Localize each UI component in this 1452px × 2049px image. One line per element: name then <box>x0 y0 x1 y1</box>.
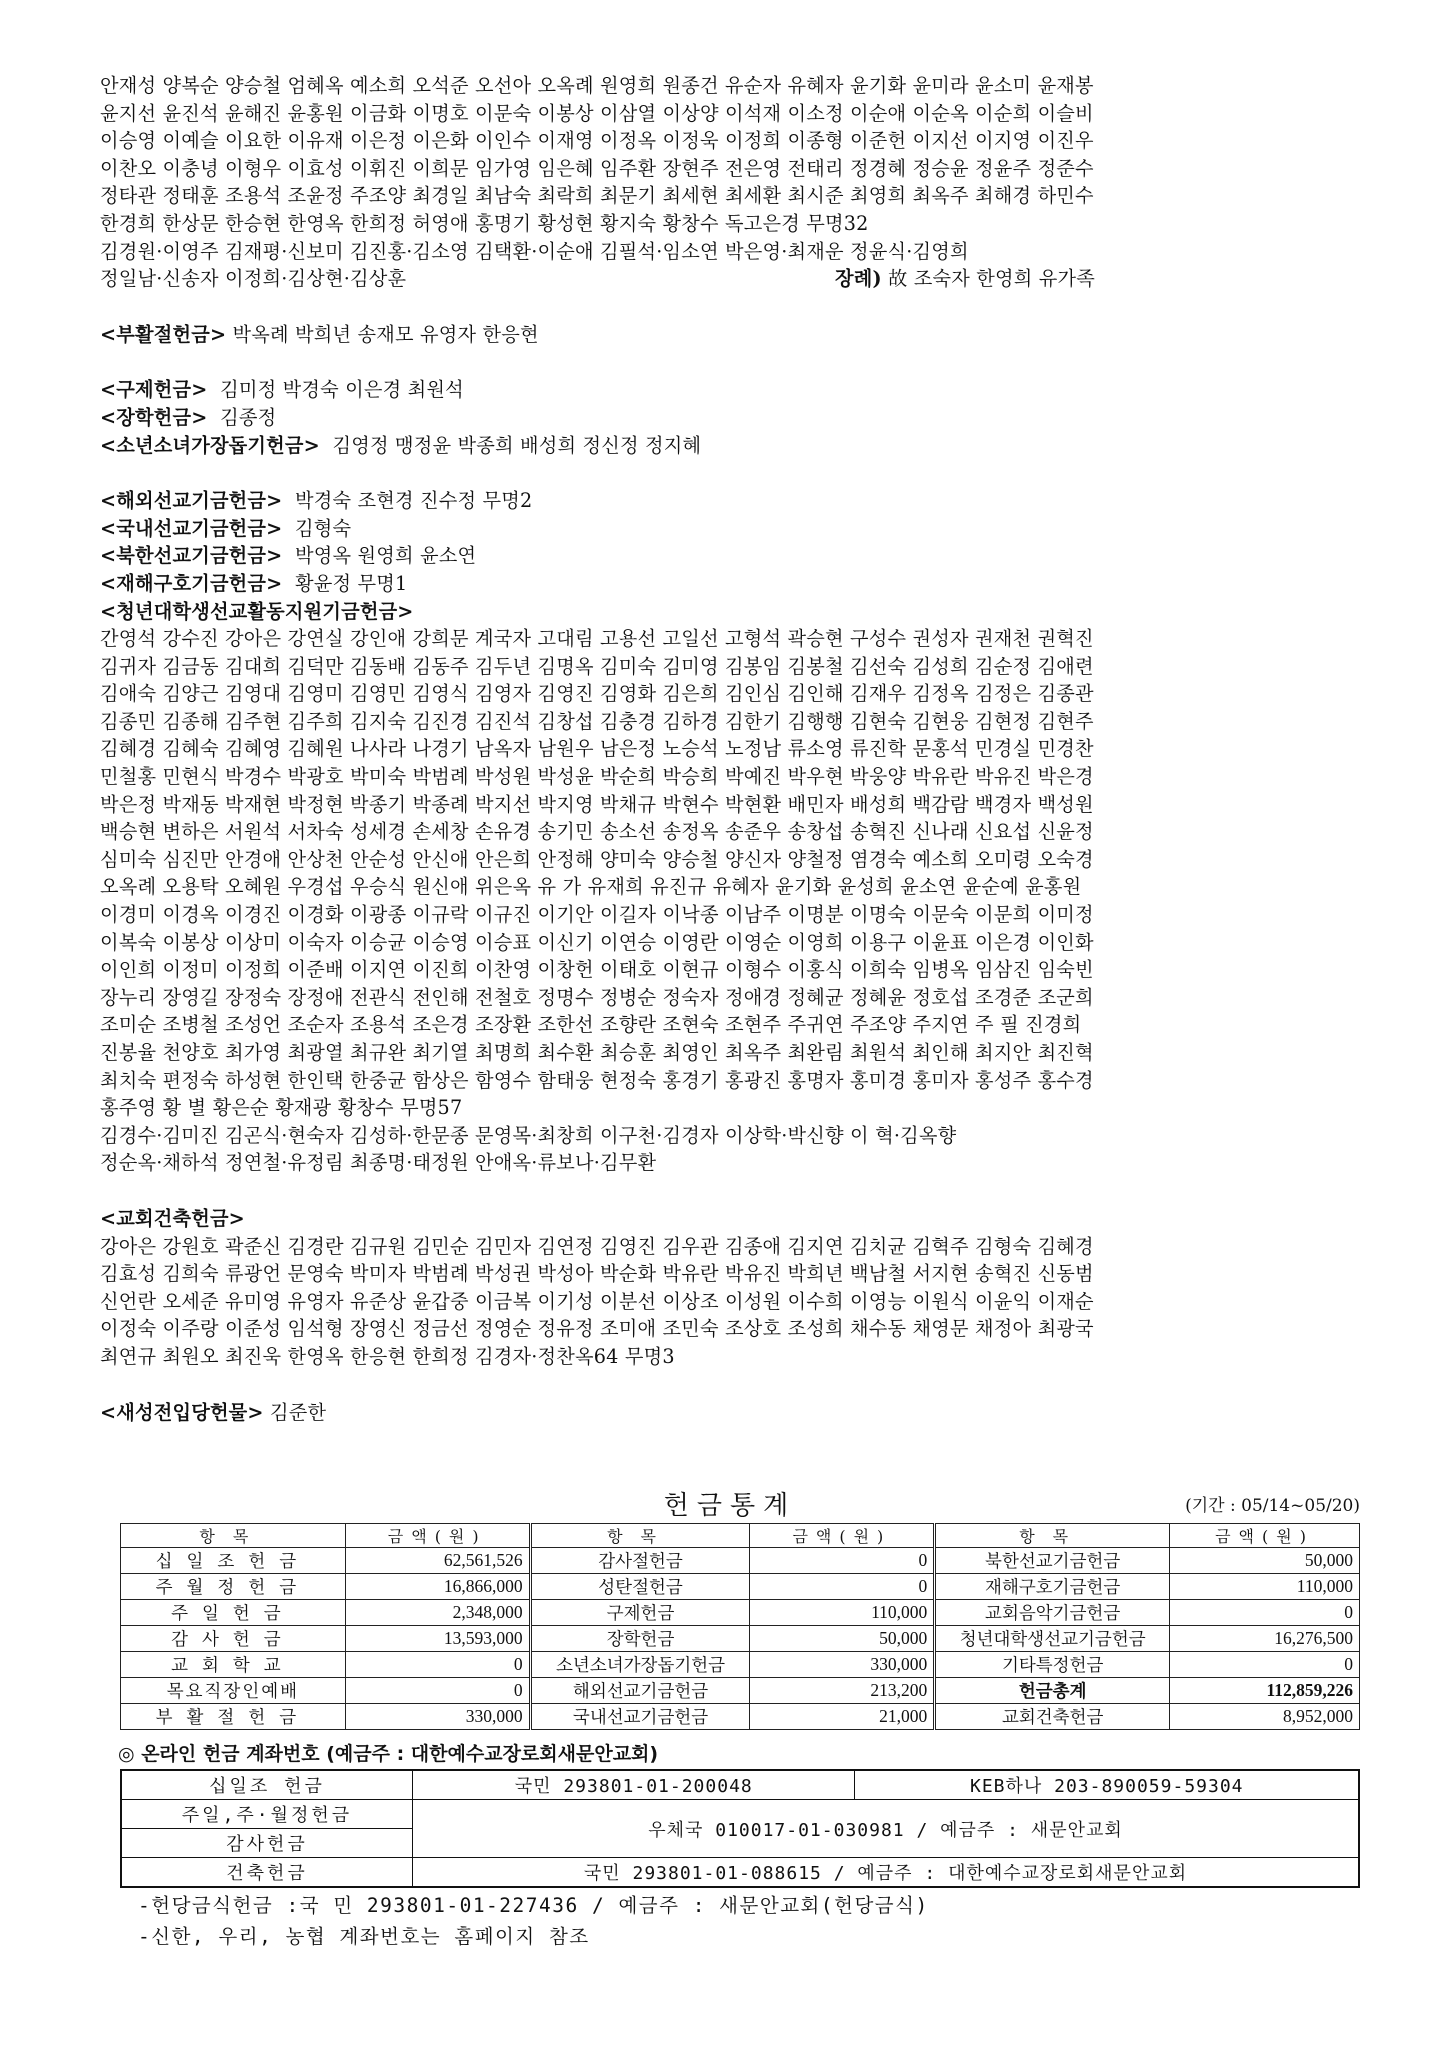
note-line: -헌당금식헌금 :국 민 293801-01-227436 / 예금주 : 새문안교회(헌당금식) <box>138 1894 929 1917</box>
account-number-building[interactable]: 국민 293801-01-088615 / 예금주 : 대한예수교장로회새문안교회 <box>413 1858 1360 1888</box>
donor-name-line: 최연규 최원오 최진욱 한영옥 한응현 한희정 김경자·정찬옥64 무명3 <box>100 1344 675 1368</box>
statistics-amount: 330,000 <box>750 1652 935 1678</box>
offering-section-heading: <장학헌금> <box>100 405 208 429</box>
offering-section-line <box>100 404 1360 432</box>
statistics-item-label: 해외선교기금헌금 <box>530 1678 750 1704</box>
header-amount: 금액(원) <box>1170 1524 1360 1548</box>
offering-section-line <box>100 432 1360 460</box>
statistics-amount: 0 <box>345 1652 530 1678</box>
account-label-thanks: 감사헌금 <box>121 1829 413 1858</box>
offering-section-line <box>100 570 1360 598</box>
donor-name-line: 이복숙 이봉상 이상미 이숙자 이승균 이승영 이승표 이신기 이연승 이영란 이영순 이영희 이용구 이윤표 이은경 이인화 <box>100 930 1094 954</box>
offering-section-donors: 김종정 <box>207 405 277 429</box>
offering-section-heading: <청년대학생선교활동지원기금헌금> <box>100 599 414 623</box>
donor-name-line: 김효성 김희숙 류광언 문영숙 박미자 박범례 박성권 박성아 박순화 박유란 박유진 박희년 백남철 서지현 송혁진 신동범 <box>100 1262 1094 1286</box>
header-amount: 금액(원) <box>345 1524 530 1548</box>
account-label-building: 건축헌금 <box>121 1858 413 1888</box>
donor-name-line: 김귀자 김금동 김대희 김덕만 김동배 김동주 김두년 김명옥 김미숙 김미영 김봉임 김봉철 김선숙 김성희 김순정 김애련 <box>100 654 1094 678</box>
account-notes <box>138 1890 929 1952</box>
offering-section-donors: 황윤정 무명1 <box>282 571 408 595</box>
statistics-title: 헌금통계 <box>663 1491 797 1521</box>
statistics-amount: 16,866,000 <box>345 1574 530 1600</box>
donor-name-line: 최치숙 편정숙 하성현 한인택 한중균 함상은 함영수 함태웅 현정숙 홍경기 홍광진 홍명자 홍미경 홍미자 홍성주 홍수경 <box>100 1068 1094 1092</box>
donor-name-line: 박은정 박재동 박재현 박정현 박종기 박종례 박지선 박지영 박채규 박현수 박현환 배민자 배성희 백감람 백경자 백성원 <box>100 792 1094 816</box>
offering-section-donors: 박옥례 박희년 송재모 유영자 한응현 <box>226 322 539 346</box>
jangrye-text: 故 조숙자 한영희 유가족 <box>888 267 1095 291</box>
account-number-keb-hana[interactable]: KEB하나 203-890059-59304 <box>855 1770 1359 1800</box>
donor-name-line: 진봉율 천양호 최가영 최광열 최규완 최기열 최명희 최수환 최승훈 최영인 최옥주 최완림 최원석 최인해 최지안 최진혁 <box>100 1041 1094 1064</box>
statistics-amount: 112,859,226 <box>1170 1678 1360 1704</box>
donor-name-line: 정순옥·채하석 정연철·유정림 최종명·태정원 안애옥·류보나·김무환 <box>100 1151 657 1175</box>
account-row-weekly <box>121 1800 1359 1829</box>
building-offering-heading <box>100 1205 1360 1233</box>
statistics-amount: 213,200 <box>750 1678 935 1704</box>
statistics-amount: 16,276,500 <box>1170 1626 1360 1652</box>
donor-name-line: 김애숙 김양근 김영대 김영미 김영민 김영식 김영자 김영진 김영화 김은희 김인심 김인해 김재우 김정옥 김정은 김종관 <box>100 682 1094 706</box>
statistics-row <box>121 1626 1360 1652</box>
donor-name-line: 정타관 정태훈 조용석 조윤정 주조양 최경일 최남숙 최락희 최문기 최세현 최세환 최시준 최영희 최옥주 최해경 하민수 <box>100 184 1094 208</box>
statistics-row <box>121 1600 1360 1626</box>
donor-name-line: 백승현 변하은 서원석 서차숙 성세경 손세창 손유경 송기민 송소선 송정옥 송준우 송창섭 송혁진 신나래 신요섭 신윤정 <box>100 820 1094 844</box>
donor-name-line: 강아은 강원호 곽준신 김경란 김규원 김민순 김민자 김연정 김영진 김우관 김종애 김지연 김치균 김혁주 김형숙 김혜경 <box>100 1234 1094 1258</box>
statistics-item-label: 교회건축헌금 <box>935 1704 1170 1730</box>
offering-section-donors: 박경숙 조현경 진수정 무명2 <box>282 489 533 513</box>
donor-name-line: 이찬오 이충녕 이형우 이효성 이휘진 이희문 임가영 임은혜 임주환 장현주 전은영 전태리 정경혜 정승윤 정윤주 정준수 <box>100 156 1094 180</box>
statistics-period: (기간 : 05/14~05/20) <box>1185 1496 1360 1516</box>
donor-name-line: 이인희 이정미 이정희 이준배 이지연 이진희 이찬영 이창헌 이태호 이현규 이형수 이홍식 이희숙 임병옥 임삼진 임숙빈 <box>100 958 1094 982</box>
donor-name-line: 조미순 조병철 조성언 조순자 조용석 조은경 조장환 조한선 조향란 조현숙 조현주 주귀연 주조양 주지연 주 필 진경희 <box>100 1013 1082 1037</box>
statistics-amount: 2,348,000 <box>345 1600 530 1626</box>
statistics-item-label: 감사헌금 <box>121 1626 346 1652</box>
offering-section-donors: 김영정 맹정윤 박종희 배성희 정신정 정지혜 <box>319 433 702 457</box>
donor-list-building <box>100 1233 1360 1371</box>
online-account-title: ◎ 온라인 헌금 계좌번호 (예금주 : 대한예수교장로회새문안교회) <box>118 1743 659 1765</box>
offering-section-line <box>100 1399 1360 1427</box>
donor-name-line: 심미숙 심진만 안경애 안상천 안순성 안신애 안은희 안정해 양미숙 양승철 양신자 양철정 염경숙 예소희 오미령 오숙경 <box>100 847 1094 871</box>
statistics-amount: 110,000 <box>1170 1574 1360 1600</box>
offering-section-line <box>100 376 1360 404</box>
offering-section-heading: <부활절헌금> <box>100 322 227 346</box>
statistics-row <box>121 1678 1360 1704</box>
statistics-amount: 0 <box>750 1548 935 1574</box>
statistics-row <box>121 1652 1360 1678</box>
offering-section-heading: <구제헌금> <box>100 378 208 402</box>
statistics-amount: 0 <box>1170 1652 1360 1678</box>
statistics-item-label: 감사절헌금 <box>530 1548 750 1574</box>
donor-name-line: 민철홍 민현식 박경수 박광호 박미숙 박범례 박성원 박성윤 박순희 박승희 박예진 박우현 박웅양 박유란 박유진 박은경 <box>100 765 1094 789</box>
account-row-tithe <box>121 1770 1359 1800</box>
donor-name-line: 홍주영 황 별 황은순 황재광 황창수 무명57 <box>100 1096 463 1120</box>
easter-offering-section <box>100 321 1360 349</box>
statistics-item-label: 성탄절헌금 <box>530 1574 750 1600</box>
statistics-item-label: 청년대학생선교기금헌금 <box>935 1626 1170 1652</box>
statistics-item-label: 헌금총계 <box>935 1678 1170 1704</box>
note-line: -신한, 우리, 농협 계좌번호는 홈페이지 참조 <box>138 1925 590 1948</box>
mission-fund-sections <box>100 487 1360 625</box>
header-item: 항목 <box>121 1524 346 1548</box>
offering-section-line <box>100 515 1360 543</box>
offering-section-heading: <소년소녀가장돕기헌금> <box>100 433 320 457</box>
donor-list-general <box>100 72 1360 293</box>
statistics-item-label: 부활절헌금 <box>121 1704 346 1730</box>
offering-section-line <box>100 542 1360 570</box>
statistics-item-label: 주월정헌금 <box>121 1574 346 1600</box>
offering-section-donors: 김미정 박경숙 이은경 최원석 <box>207 378 464 402</box>
account-number-kookmin-tithe[interactable]: 국민 293801-01-200048 <box>413 1770 855 1800</box>
offering-section-line <box>100 598 1360 626</box>
offering-section-heading: <북한선교기금헌금> <box>100 544 283 568</box>
header-amount: 금액(원) <box>750 1524 935 1548</box>
statistics-row <box>121 1704 1360 1730</box>
offering-section-line <box>100 321 1360 349</box>
donor-name-line: 이승영 이예슬 이요한 이유재 이은정 이은화 이인수 이재영 이정옥 이정욱 이정희 이종형 이준헌 이지선 이지영 이진우 <box>100 129 1094 153</box>
statistics-item-label: 기타특정헌금 <box>935 1652 1170 1678</box>
offering-statistics-table <box>120 1523 1360 1730</box>
offering-section-heading: <교회건축헌금> <box>100 1206 245 1230</box>
offering-section-heading: <재해구호기금헌금> <box>100 571 283 595</box>
donor-name-line: 신언란 오세준 유미영 유영자 유준상 윤갑중 이금복 이기성 이분선 이상조 이성원 이수희 이영능 이원식 이윤익 이재순 <box>100 1289 1094 1313</box>
donor-name-line: 김혜경 김혜숙 김혜영 김혜원 나사라 나경기 남옥자 남원우 남은정 노승석 노정남 류소영 류진학 문홍석 민경실 민경찬 <box>100 737 1094 761</box>
statistics-amount: 0 <box>1170 1600 1360 1626</box>
statistics-amount: 0 <box>345 1678 530 1704</box>
statistics-amount: 330,000 <box>345 1704 530 1730</box>
donor-name-line: 윤지선 윤진석 윤해진 윤홍원 이금화 이명호 이문숙 이봉상 이삼열 이상양 이석재 이소정 이순애 이순옥 이순희 이슬비 <box>100 101 1094 125</box>
donor-name-line: 정일남·신송자 이정희·김상현·김상훈 <box>100 267 407 291</box>
offering-section-heading: <해외선교기금헌금> <box>100 489 283 513</box>
statistics-item-label: 북한선교기금헌금 <box>935 1548 1170 1574</box>
statistics-item-label: 국내선교기금헌금 <box>530 1704 750 1730</box>
statistics-item-label: 십일조헌금 <box>121 1548 346 1574</box>
statistics-amount: 110,000 <box>750 1600 935 1626</box>
donor-name-line: 장누리 장영길 장정숙 장정애 전관식 전인해 전철호 정명수 정병순 정숙자 정애경 정혜균 정혜윤 정호섭 조경준 조군희 <box>100 985 1094 1009</box>
statistics-item-label: 장학헌금 <box>530 1626 750 1652</box>
statistics-item-label: 구제헌금 <box>530 1600 750 1626</box>
donor-list-youth-mission <box>100 625 1360 1177</box>
donor-name-line: 김경수·김미진 김곤식·현숙자 김성하·한문종 문영목·최창희 이구천·김경자 이상학·박신향 이 혁·김옥향 <box>100 1123 957 1147</box>
donor-name-line: 이경미 이경옥 이경진 이경화 이광종 이규락 이규진 이기안 이길자 이낙종 이남주 이명분 이명숙 이문숙 이문희 이미정 <box>100 903 1094 927</box>
offering-section-line <box>100 487 1360 515</box>
offering-section-donors: 김형숙 <box>282 516 352 540</box>
statistics-amount: 0 <box>750 1574 935 1600</box>
statistics-header-row <box>121 1524 1360 1548</box>
statistics-item-label: 교회음악기금헌금 <box>935 1600 1170 1626</box>
header-item: 항목 <box>935 1524 1170 1548</box>
donor-name-line: 간영석 강수진 강아은 강연실 강인애 강희문 계국자 고대림 고용선 고일선 고형석 곽승현 구성수 권성자 권재천 권혁진 <box>100 627 1094 651</box>
statistics-item-label: 소년소녀가장돕기헌금 <box>530 1652 750 1678</box>
statistics-item-label: 목요직장인예배 <box>121 1678 346 1704</box>
statistics-amount: 21,000 <box>750 1704 935 1730</box>
statistics-item-label: 주일헌금 <box>121 1600 346 1626</box>
offering-list-page <box>100 72 1360 1948</box>
account-number-post-office[interactable]: 우체국 010017-01-030981 / 예금주 : 새문안교회 <box>413 1800 1360 1858</box>
statistics-amount: 8,952,000 <box>1170 1704 1360 1730</box>
donor-name-line: 오옥례 오용탁 오혜원 우경섭 우승식 원신애 위은옥 유 가 유재희 유진규 유혜자 윤기화 윤성희 윤소연 윤순예 윤홍원 <box>100 875 1082 899</box>
donor-name-line: 안재성 양복순 양승철 엄혜옥 예소희 오석준 오선아 오옥례 원영희 원종건 유순자 유혜자 윤기화 윤미라 윤소미 윤재봉 <box>100 74 1094 97</box>
header-item: 항목 <box>530 1524 750 1548</box>
statistics-item-label: 교회학교 <box>121 1652 346 1678</box>
online-account-table <box>120 1769 1360 1888</box>
new-sanctuary-offering-section <box>100 1399 1360 1427</box>
account-label-weekly: 주일,주·월정헌금 <box>121 1800 413 1829</box>
statistics-row <box>121 1574 1360 1600</box>
account-label-tithe: 십일조 헌금 <box>121 1770 413 1800</box>
statistics-row <box>121 1548 1360 1574</box>
offering-section-heading: <새성전입당헌물> <box>100 1400 264 1424</box>
offering-section-donors: 김준한 <box>263 1400 327 1424</box>
donor-name-line: 김경원·이영주 김재평·신보미 김진홍·김소영 김택환·이순애 김필석·임소연 박은영·최재운 정윤식·김영희 <box>100 239 969 263</box>
statistics-amount: 62,561,526 <box>345 1548 530 1574</box>
offering-section-line <box>100 1205 1360 1233</box>
statistics-amount: 50,000 <box>750 1626 935 1652</box>
statistics-amount: 50,000 <box>1170 1548 1360 1574</box>
relief-scholarship-sections <box>100 376 1360 459</box>
donor-name-line: 김종민 김종해 김주현 김주희 김지숙 김진경 김진석 김창섭 김충경 김하경 김한기 김행행 김현숙 김현웅 김현정 김현주 <box>100 709 1094 733</box>
statistics-item-label: 재해구호기금헌금 <box>935 1574 1170 1600</box>
offering-section-donors: 박영옥 원영희 윤소연 <box>282 544 477 568</box>
offering-section-heading: <국내선교기금헌금> <box>100 516 283 540</box>
account-row-building <box>121 1858 1359 1888</box>
donor-name-line: 이정숙 이주랑 이준성 임석형 장영신 정금선 정영순 정유정 조미애 조민숙 조상호 조성희 채수동 채영문 채정아 최광국 <box>100 1317 1094 1341</box>
jangrye-label: 장례) <box>835 267 882 291</box>
donor-name-line: 한경희 한상문 한승현 한영옥 한희정 허영애 홍명기 황성현 황지숙 황창수 독고은경 무명32 <box>100 211 869 235</box>
offering-statistics-header <box>100 1485 1360 1519</box>
statistics-amount: 13,593,000 <box>345 1626 530 1652</box>
